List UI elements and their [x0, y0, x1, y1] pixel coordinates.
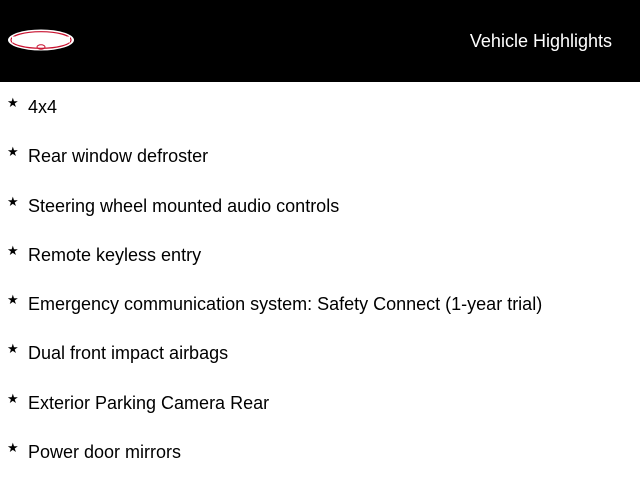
highlight-label: Dual front impact airbags: [28, 343, 229, 364]
header-title: Vehicle Highlights: [469, 31, 612, 51]
highlight-label: Exterior Parking Camera Rear: [28, 392, 270, 413]
list-item: [0, 131, 640, 180]
highlight-label: Rear window defroster: [28, 146, 209, 167]
star-icon: ★: [7, 342, 19, 358]
list-item: [0, 181, 640, 230]
highlight-label: Emergency communication system: Safety Connect (1-year trial): [28, 294, 543, 315]
list-item: [0, 279, 640, 328]
highlights-list: [0, 82, 640, 476]
star-icon: ★: [7, 243, 19, 259]
star-icon: ★: [7, 391, 19, 407]
list-item: [0, 82, 640, 131]
list-item: [0, 427, 640, 476]
highlight-label: Power door mirrors: [28, 442, 182, 463]
highlight-label: Remote keyless entry: [28, 244, 202, 265]
highlight-label: Steering wheel mounted audio controls: [28, 195, 340, 216]
star-icon: ★: [7, 293, 19, 309]
list-item: [0, 230, 640, 279]
header-bar: [0, 0, 640, 82]
star-icon: ★: [7, 441, 19, 457]
star-icon: ★: [7, 96, 19, 111]
highlight-label: 4x4: [28, 97, 58, 117]
list-item: [0, 378, 640, 427]
list-item: [0, 328, 640, 377]
star-icon: ★: [7, 194, 19, 210]
star-icon: ★: [7, 145, 19, 161]
joseph-toyota-logo-icon[interactable]: [7, 28, 75, 52]
